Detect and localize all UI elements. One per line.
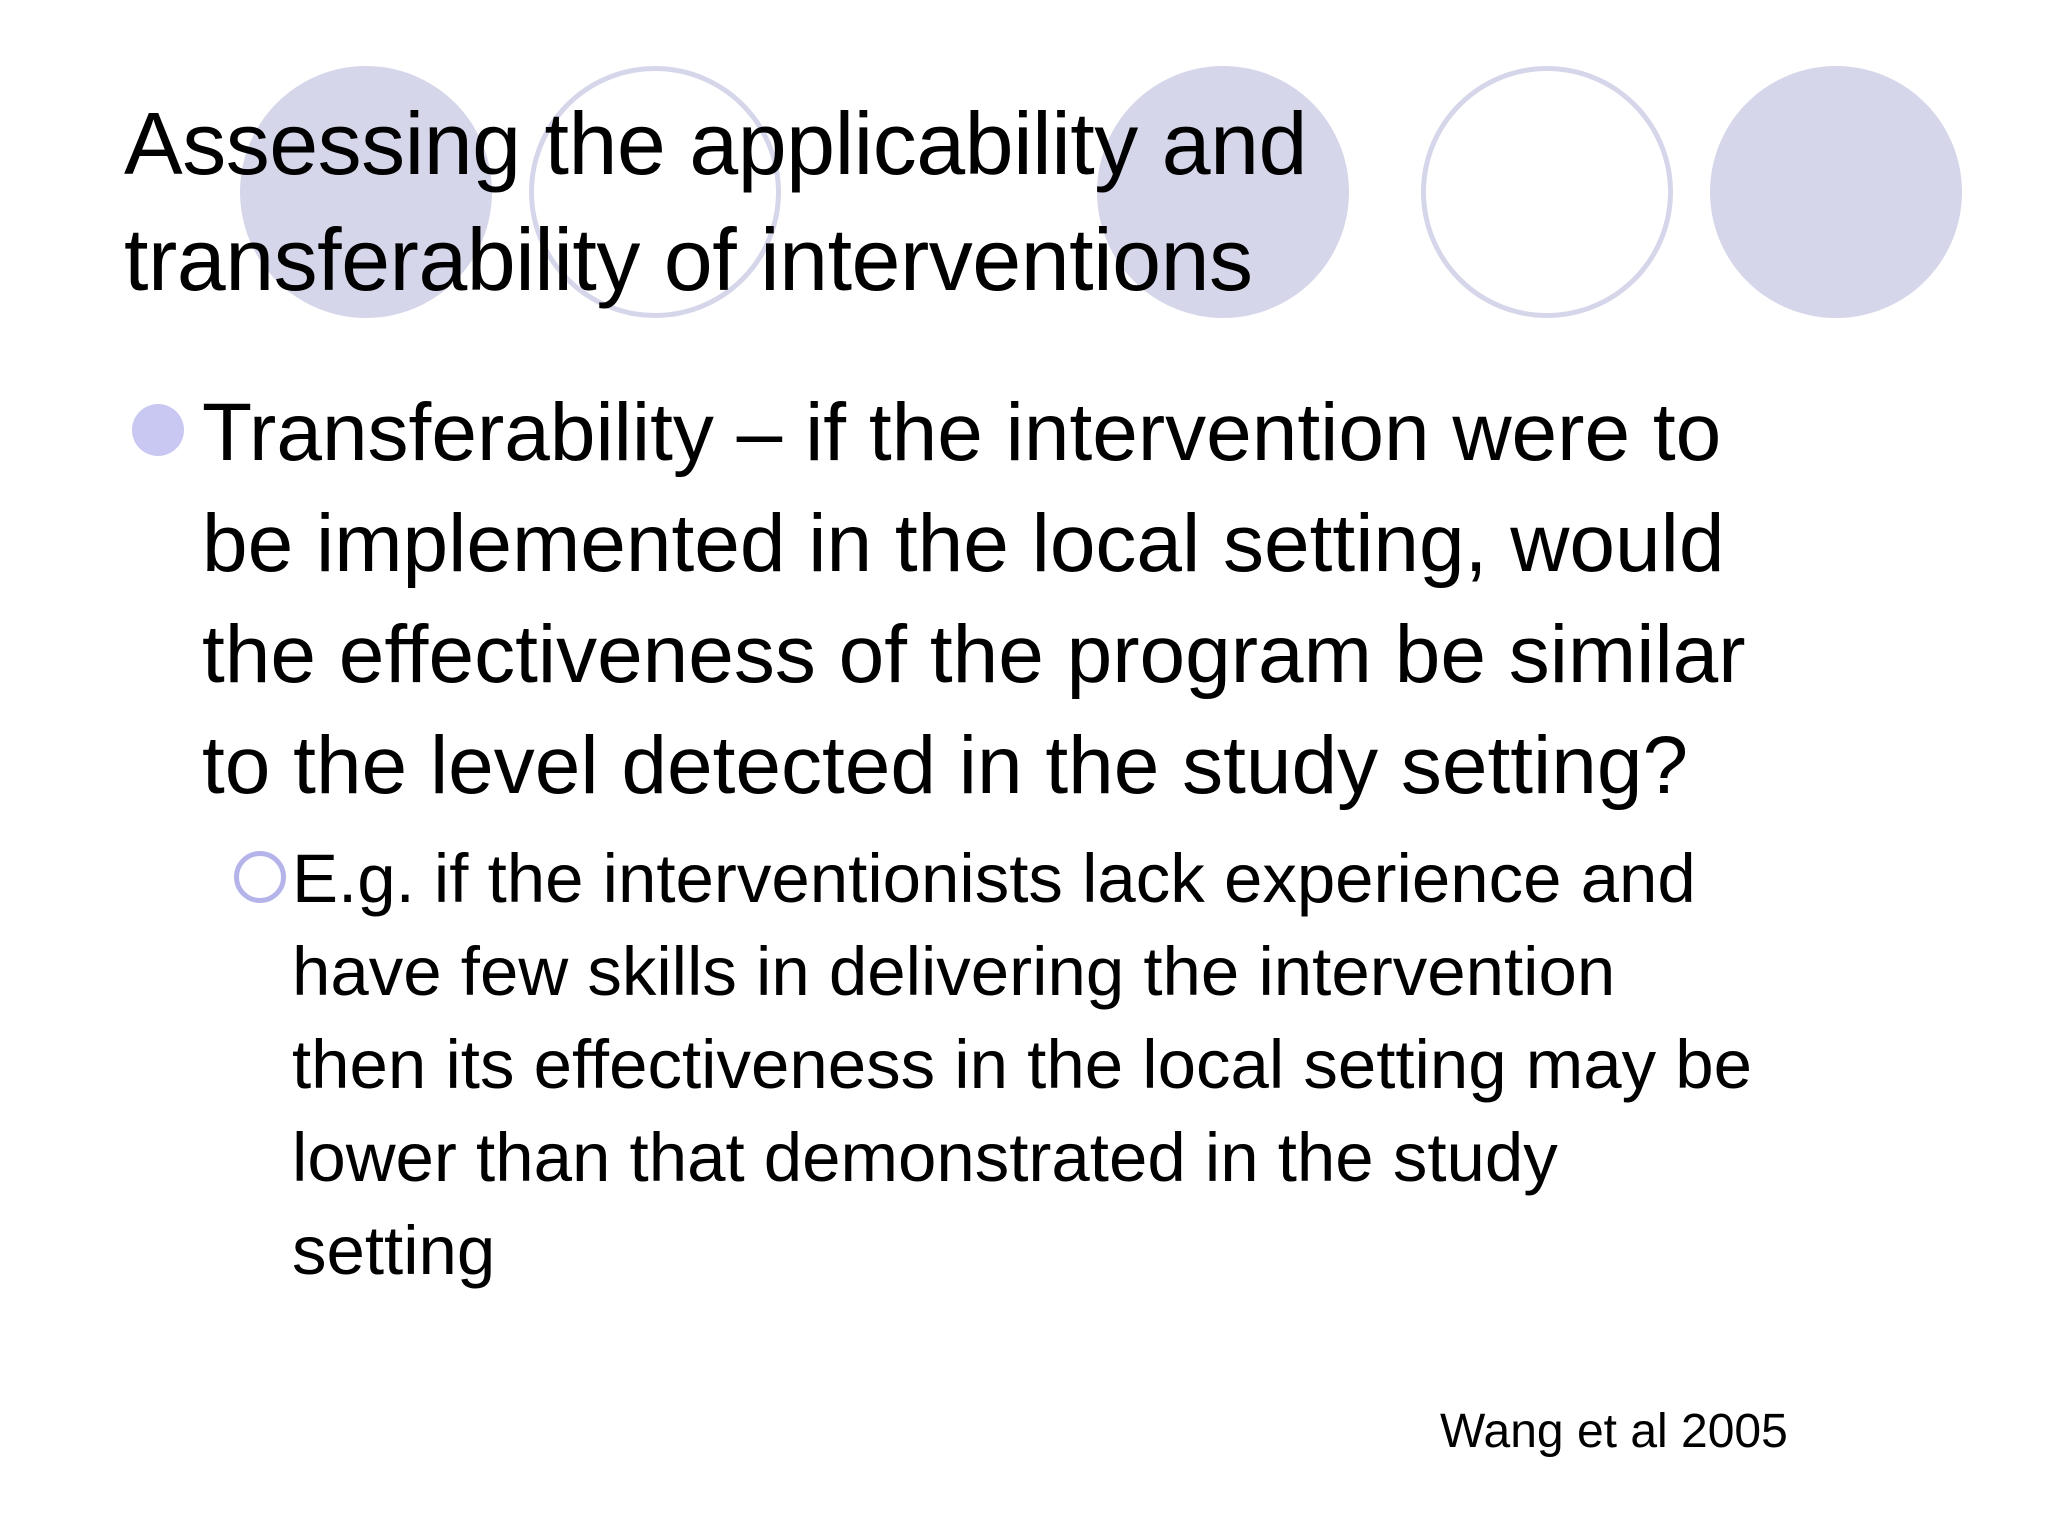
slide-title-line: transferability of interventions [124, 210, 1253, 309]
sub-bullet-line: have few skills in delivering the intervention [292, 933, 1616, 1010]
bullet-line: Transferability – if the intervention were to [202, 387, 1722, 478]
sub-bullet-line: lower than that demonstrated in the study [292, 1119, 1558, 1196]
citation: Wang et al 2005 [1440, 1405, 1788, 1458]
bullet-line: to the level detected in the study setting? [202, 720, 1689, 811]
bullet-dot-icon [132, 404, 184, 456]
sub-bullet-text [292, 832, 1992, 1297]
sub-bullet-ring-icon [234, 851, 286, 903]
bullet-line: be implemented in the local setting, would [202, 498, 1725, 589]
sub-bullet-line: E.g. if the interventionists lack experience and [292, 840, 1696, 917]
bullet-text [202, 377, 1962, 821]
slide-title [124, 86, 1924, 318]
sub-bullet-line: then its effectiveness in the local setting may be [292, 1026, 1753, 1103]
sub-bullet-line: setting [292, 1212, 496, 1289]
bullet-line: the effectiveness of the program be similar [202, 609, 1746, 700]
slide-title-line: Assessing the applicability and [124, 94, 1307, 193]
